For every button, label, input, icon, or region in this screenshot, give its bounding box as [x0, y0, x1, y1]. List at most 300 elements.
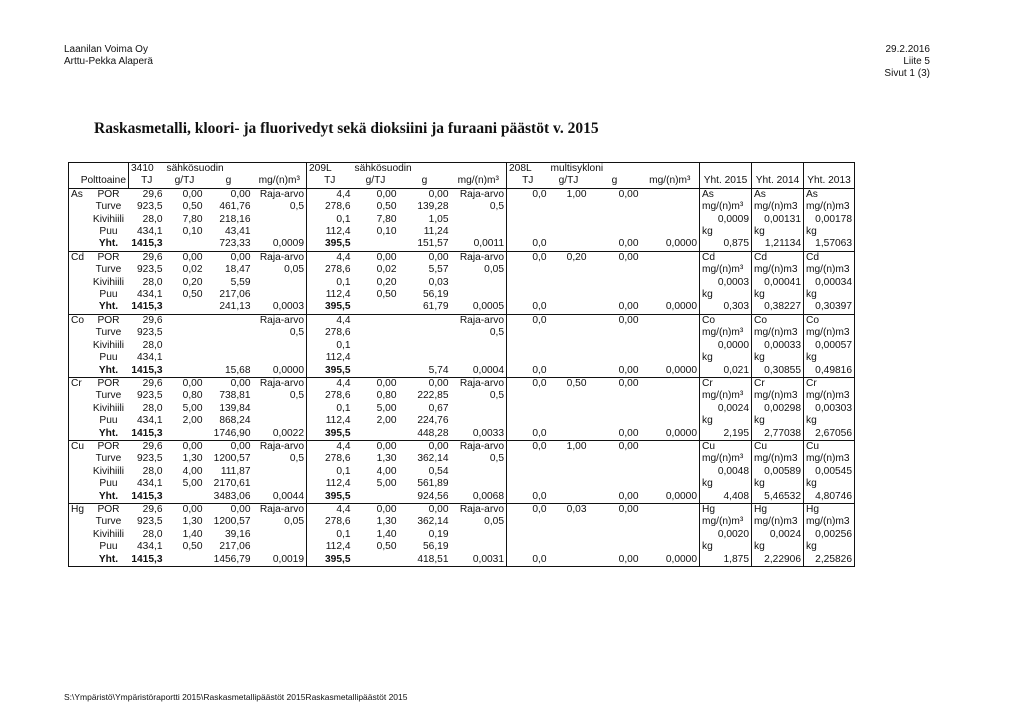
- table-cell: Cu: [752, 440, 804, 453]
- table-cell: Kivihiili: [92, 339, 125, 351]
- table-cell: [549, 403, 589, 415]
- table-cell: [253, 403, 307, 415]
- table-cell: 0,5: [451, 327, 507, 339]
- table-cell: 278,6: [325, 453, 351, 465]
- table-cell: [205, 314, 253, 327]
- table-cell: [353, 491, 399, 504]
- table-cell: mg/(n)m3: [752, 453, 804, 465]
- table-cell: 0,00041: [752, 277, 804, 289]
- table-cell: 0,00589: [752, 466, 804, 478]
- table-cell: [353, 365, 399, 378]
- table-cell: [589, 226, 641, 238]
- column-header: Yht. 2015: [700, 175, 752, 188]
- table-cell: 0,1: [336, 213, 351, 225]
- table-row: [69, 201, 855, 213]
- table-cell: Yht.: [89, 365, 129, 378]
- table-cell: 0,0031: [451, 554, 507, 567]
- table-cell: 2,67056: [804, 428, 855, 441]
- column-header: g/TJ: [353, 175, 399, 188]
- table-cell: 0,0024: [752, 529, 804, 541]
- table-cell: [353, 428, 399, 441]
- table-cell: [549, 314, 589, 327]
- table-cell: [451, 529, 507, 541]
- table-cell: [399, 352, 451, 364]
- table-cell: 278,6: [325, 264, 351, 276]
- table-cell: 29,6: [142, 188, 163, 200]
- table-cell: 0,50: [376, 289, 397, 301]
- table-cell: [507, 541, 549, 553]
- table-cell: [253, 214, 307, 226]
- page-count: Sivut 1 (3): [884, 68, 930, 79]
- table-cell: Cd: [804, 251, 855, 264]
- table-row: [69, 214, 855, 226]
- group-header-row: [69, 163, 855, 176]
- table-cell: 4,80746: [804, 491, 855, 504]
- table-cell: Raja-arvo: [451, 503, 507, 516]
- table-cell: 0,5: [451, 390, 507, 402]
- table-cell: [641, 264, 700, 276]
- table-cell: 0,0000: [641, 365, 700, 378]
- table-cell: 0,5: [253, 327, 307, 339]
- table-cell: 0,38227: [752, 301, 804, 314]
- table-cell: kg: [804, 226, 855, 238]
- table-cell: 0,1: [336, 339, 351, 351]
- table-cell: 0,5: [253, 201, 307, 213]
- table-cell: 0,00: [182, 251, 203, 263]
- table-row: [69, 238, 855, 251]
- table-cell: [253, 340, 307, 352]
- table-cell: 7,80: [182, 213, 203, 225]
- table-cell: kg: [700, 289, 752, 301]
- table-cell: 2,77038: [752, 428, 804, 441]
- table-cell: [641, 352, 700, 364]
- table-cell: [165, 301, 205, 314]
- table-cell: 0,00: [230, 440, 251, 452]
- table-cell: [549, 327, 589, 339]
- table-cell: Puu: [99, 352, 118, 364]
- table-cell: 2,22906: [752, 554, 804, 567]
- table-cell: [165, 554, 205, 567]
- table-cell: [549, 301, 589, 314]
- table-row: [69, 188, 855, 201]
- column-header: TJ: [507, 175, 549, 188]
- table-cell: 0,00: [428, 377, 449, 389]
- emissions-table: [68, 162, 855, 567]
- table-cell: [507, 453, 549, 465]
- document-title: Raskasmetalli, kloori- ja fluorivedyt sekä dioksiini ja furaani päästöt v. 2015: [94, 120, 599, 137]
- group-header-cell: [69, 163, 129, 176]
- table-cell: kg: [752, 478, 804, 490]
- table-cell: 29,6: [142, 377, 163, 389]
- column-header: mg/(n)m³: [641, 175, 700, 188]
- table-cell: 0,67: [428, 402, 449, 414]
- table-cell: [451, 466, 507, 478]
- table-cell: 0,00: [376, 377, 397, 389]
- table-cell: Raja-arvo: [451, 377, 507, 390]
- table-cell: kg: [752, 541, 804, 553]
- table-cell: 0,30855: [752, 365, 804, 378]
- table-cell: 0,0005: [451, 301, 507, 314]
- table-cell: [451, 289, 507, 301]
- table-cell: Raja-arvo: [253, 377, 307, 390]
- table-cell: [589, 327, 641, 339]
- table-cell: 0,50: [566, 377, 587, 389]
- table-cell: 28,0: [142, 465, 163, 477]
- table-cell: [507, 226, 549, 238]
- metal-label: Co: [69, 314, 89, 377]
- column-header: TJ: [307, 175, 353, 188]
- table-cell: 1,00: [566, 188, 587, 200]
- table-cell: 395,5: [307, 428, 353, 441]
- table-cell: kg: [752, 226, 804, 238]
- column-header: TJ: [129, 175, 165, 188]
- table-cell: [641, 390, 700, 402]
- table-cell: [589, 516, 641, 528]
- column-header: g/TJ: [549, 175, 589, 188]
- table-cell: [205, 327, 253, 339]
- table-cell: 434,1: [137, 478, 163, 490]
- table-cell: [549, 201, 589, 213]
- table-cell: 0,5: [253, 390, 307, 402]
- table-cell: 1415,3: [129, 491, 165, 504]
- table-cell: Turve: [95, 516, 122, 528]
- table-cell: [589, 529, 641, 541]
- table-cell: Kivihiili: [92, 213, 125, 225]
- table-cell: [641, 503, 700, 516]
- table-cell: [589, 541, 641, 553]
- table-cell: kg: [752, 289, 804, 301]
- table-cell: Yht.: [89, 301, 129, 314]
- table-cell: 5,00: [376, 478, 397, 490]
- table-cell: 0,1: [336, 528, 351, 540]
- table-cell: Cu: [700, 440, 752, 453]
- table-cell: [589, 214, 641, 226]
- table-cell: 29,6: [142, 440, 163, 452]
- table-cell: [641, 466, 700, 478]
- table-cell: 0,00303: [804, 403, 855, 415]
- table-cell: mg/(n)m³: [700, 201, 752, 213]
- table-cell: 4,00: [182, 465, 203, 477]
- table-cell: [549, 365, 589, 378]
- table-cell: 0,0068: [451, 491, 507, 504]
- table-cell: kg: [700, 415, 752, 427]
- table-cell: mg/(n)m3: [752, 327, 804, 339]
- table-cell: 0,0: [532, 503, 547, 515]
- table-cell: Raja-arvo: [253, 440, 307, 453]
- document-date: 29.2.2016: [885, 44, 930, 55]
- table-cell: 0,02: [376, 264, 397, 276]
- table-cell: 0,00: [230, 377, 251, 389]
- table-cell: 217,06: [219, 289, 251, 301]
- table-row: [69, 516, 855, 528]
- table-cell: 561,89: [417, 478, 449, 490]
- table-cell: 924,56: [399, 491, 451, 504]
- table-cell: Kivihiili: [92, 276, 125, 288]
- table-cell: [507, 289, 549, 301]
- table-cell: 0,20: [566, 251, 587, 263]
- table-cell: 1,30: [182, 516, 203, 528]
- table-row: [69, 390, 855, 402]
- table-cell: 0,10: [376, 226, 397, 238]
- table-cell: 1415,3: [129, 301, 165, 314]
- table-cell: 0,0019: [253, 554, 307, 567]
- table-cell: 923,5: [137, 327, 163, 339]
- table-cell: [507, 264, 549, 276]
- table-cell: 28,0: [142, 402, 163, 414]
- table-cell: [641, 277, 700, 289]
- table-cell: Hg: [752, 503, 804, 516]
- table-cell: 0,00: [376, 188, 397, 200]
- table-cell: 0,00034: [804, 277, 855, 289]
- table-cell: 4,4: [336, 314, 351, 326]
- table-cell: 0,0003: [253, 301, 307, 314]
- table-cell: 923,5: [137, 453, 163, 465]
- table-cell: mg/(n)m3: [804, 264, 855, 276]
- table-cell: 0,00: [230, 188, 251, 200]
- table-cell: 3483,06: [205, 491, 253, 504]
- table-cell: Cd: [752, 251, 804, 264]
- table-cell: POR: [97, 440, 120, 452]
- table-cell: 2,25826: [804, 554, 855, 567]
- table-cell: 923,5: [137, 516, 163, 528]
- table-cell: Turve: [95, 453, 122, 465]
- table-cell: 0,5: [451, 453, 507, 465]
- table-cell: Raja-arvo: [253, 503, 307, 516]
- table-cell: [641, 529, 700, 541]
- table-cell: 0,50: [182, 289, 203, 301]
- table-cell: kg: [700, 352, 752, 364]
- table-cell: 0,0: [532, 251, 547, 263]
- table-cell: [451, 352, 507, 364]
- table-row: [69, 541, 855, 553]
- table-cell: 0,50: [376, 541, 397, 553]
- table-cell: 278,6: [325, 516, 351, 528]
- table-cell: 0,00: [589, 491, 641, 504]
- table-cell: [507, 327, 549, 339]
- table-cell: Yht.: [89, 238, 129, 251]
- table-cell: [641, 541, 700, 553]
- table-cell: kg: [804, 415, 855, 427]
- table-cell: [353, 301, 399, 314]
- table-cell: Yht.: [89, 554, 129, 567]
- table-cell: [641, 340, 700, 352]
- table-cell: [165, 491, 205, 504]
- table-row: [69, 503, 855, 516]
- table-cell: 0,00: [618, 251, 639, 263]
- table-cell: [165, 327, 205, 339]
- table-cell: mg/(n)m³: [700, 390, 752, 402]
- table-cell: 0,05: [451, 264, 507, 276]
- table-cell: 738,81: [219, 390, 251, 402]
- table-row: [69, 327, 855, 339]
- table-cell: Raja-arvo: [451, 440, 507, 453]
- table-cell: POR: [97, 188, 120, 200]
- table-cell: [451, 403, 507, 415]
- table-cell: 139,28: [417, 201, 449, 213]
- table-cell: [589, 415, 641, 427]
- table-cell: [549, 340, 589, 352]
- table-cell: 362,14: [417, 453, 449, 465]
- table-cell: [507, 390, 549, 402]
- table-cell: Hg: [804, 503, 855, 516]
- table-cell: 0,00: [230, 251, 251, 263]
- table-cell: 0,0022: [253, 428, 307, 441]
- table-cell: mg/(n)m³: [700, 453, 752, 465]
- table-cell: 29,6: [142, 314, 163, 326]
- table-cell: [399, 340, 451, 352]
- table-cell: [641, 415, 700, 427]
- table-cell: 0,00: [230, 503, 251, 515]
- table-cell: mg/(n)m³: [700, 327, 752, 339]
- table-cell: 56,19: [423, 541, 449, 553]
- table-cell: kg: [804, 352, 855, 364]
- table-cell: 4,4: [336, 377, 351, 389]
- table-cell: 4,408: [700, 491, 752, 504]
- table-cell: 0,0: [532, 440, 547, 452]
- table-cell: [641, 289, 700, 301]
- table-row: [69, 491, 855, 504]
- table-cell: 28,0: [142, 213, 163, 225]
- table-cell: 1,875: [700, 554, 752, 567]
- group-header-cell: sähkösuodin: [353, 163, 507, 176]
- table-cell: 0,00178: [804, 214, 855, 226]
- column-header: Polttoaine: [69, 175, 129, 188]
- table-cell: [589, 352, 641, 364]
- table-cell: 2,195: [700, 428, 752, 441]
- table-row: [69, 289, 855, 301]
- table-cell: [507, 466, 549, 478]
- table-cell: kg: [700, 226, 752, 238]
- table-cell: 0,1: [336, 465, 351, 477]
- table-cell: [549, 466, 589, 478]
- table-cell: [641, 440, 700, 453]
- table-cell: 1,40: [376, 528, 397, 540]
- table-cell: 4,4: [336, 503, 351, 515]
- table-cell: Puu: [99, 226, 118, 238]
- table-cell: [253, 226, 307, 238]
- table-cell: mg/(n)m3: [752, 264, 804, 276]
- table-cell: 0,50: [376, 201, 397, 213]
- table-cell: mg/(n)m³: [700, 264, 752, 276]
- table-cell: 0,50: [182, 541, 203, 553]
- table-cell: 112,4: [325, 289, 351, 301]
- table-cell: 1,57063: [804, 238, 855, 251]
- table-cell: [399, 327, 451, 339]
- table-cell: 448,28: [399, 428, 451, 441]
- table-cell: Cr: [700, 377, 752, 390]
- table-cell: Turve: [95, 390, 122, 402]
- table-row: [69, 340, 855, 352]
- table-cell: 4,4: [336, 251, 351, 263]
- table-cell: [507, 516, 549, 528]
- table-cell: Kivihiili: [92, 465, 125, 477]
- table-cell: 5,00: [182, 402, 203, 414]
- table-cell: [641, 251, 700, 264]
- table-cell: 0,00: [589, 365, 641, 378]
- table-cell: [253, 466, 307, 478]
- table-cell: 1200,57: [213, 516, 251, 528]
- table-cell: 923,5: [137, 264, 163, 276]
- table-cell: 0,0000: [253, 365, 307, 378]
- table-cell: 0,00: [618, 314, 639, 326]
- table-cell: 0,00: [428, 251, 449, 263]
- table-cell: 0,303: [700, 301, 752, 314]
- table-cell: [589, 201, 641, 213]
- table-cell: 5,57: [428, 264, 449, 276]
- table-cell: 5,74: [399, 365, 451, 378]
- table-cell: 28,0: [142, 276, 163, 288]
- table-cell: 0,20: [376, 276, 397, 288]
- table-cell: [165, 238, 205, 251]
- table-cell: [549, 352, 589, 364]
- table-cell: 0,0: [507, 554, 549, 567]
- table-cell: 0,50: [182, 201, 203, 213]
- table-cell: 0,0033: [451, 428, 507, 441]
- table-cell: 0,00: [618, 188, 639, 200]
- table-cell: [353, 352, 399, 364]
- table-cell: POR: [97, 377, 120, 389]
- table-cell: 0,05: [253, 516, 307, 528]
- table-cell: Puu: [99, 415, 118, 427]
- table-cell: 0,0009: [253, 238, 307, 251]
- table-cell: [451, 226, 507, 238]
- table-cell: 0,00057: [804, 340, 855, 352]
- table-cell: 0,00: [376, 440, 397, 452]
- table-cell: [353, 238, 399, 251]
- table-cell: 923,5: [137, 390, 163, 402]
- table-cell: 0,0000: [641, 238, 700, 251]
- table-cell: 1456,79: [205, 554, 253, 567]
- table-cell: 0,80: [376, 390, 397, 402]
- table-cell: 0,0: [507, 428, 549, 441]
- table-cell: mg/(n)m3: [752, 516, 804, 528]
- table-cell: 0,05: [451, 516, 507, 528]
- column-header: g: [205, 175, 253, 188]
- table-row: [69, 415, 855, 427]
- table-cell: [399, 314, 451, 327]
- group-header-cell: 208L: [507, 163, 549, 176]
- table-cell: mg/(n)m3: [752, 390, 804, 402]
- table-cell: Cr: [752, 377, 804, 390]
- table-cell: [165, 314, 205, 327]
- table-cell: [507, 201, 549, 213]
- table-cell: 0,00: [182, 188, 203, 200]
- table-cell: 1,30: [182, 453, 203, 465]
- table-cell: [451, 214, 507, 226]
- table-cell: Puu: [99, 541, 118, 553]
- table-cell: 56,19: [423, 289, 449, 301]
- table-cell: 0,0: [507, 301, 549, 314]
- table-row: [69, 251, 855, 264]
- table-cell: 11,24: [423, 226, 449, 238]
- table-cell: [549, 390, 589, 402]
- table-row: [69, 365, 855, 378]
- table-cell: [549, 554, 589, 567]
- table-row: [69, 466, 855, 478]
- table-cell: [549, 277, 589, 289]
- table-row: [69, 453, 855, 465]
- table-cell: POR: [97, 503, 120, 515]
- table-cell: [641, 453, 700, 465]
- group-header-cell: 209L: [307, 163, 353, 176]
- table-cell: [205, 352, 253, 364]
- table-cell: 0,03: [428, 276, 449, 288]
- group-header-cell: [752, 163, 804, 176]
- table-cell: [451, 478, 507, 490]
- table-cell: As: [752, 188, 804, 201]
- table-cell: 1415,3: [129, 428, 165, 441]
- table-cell: [641, 188, 700, 201]
